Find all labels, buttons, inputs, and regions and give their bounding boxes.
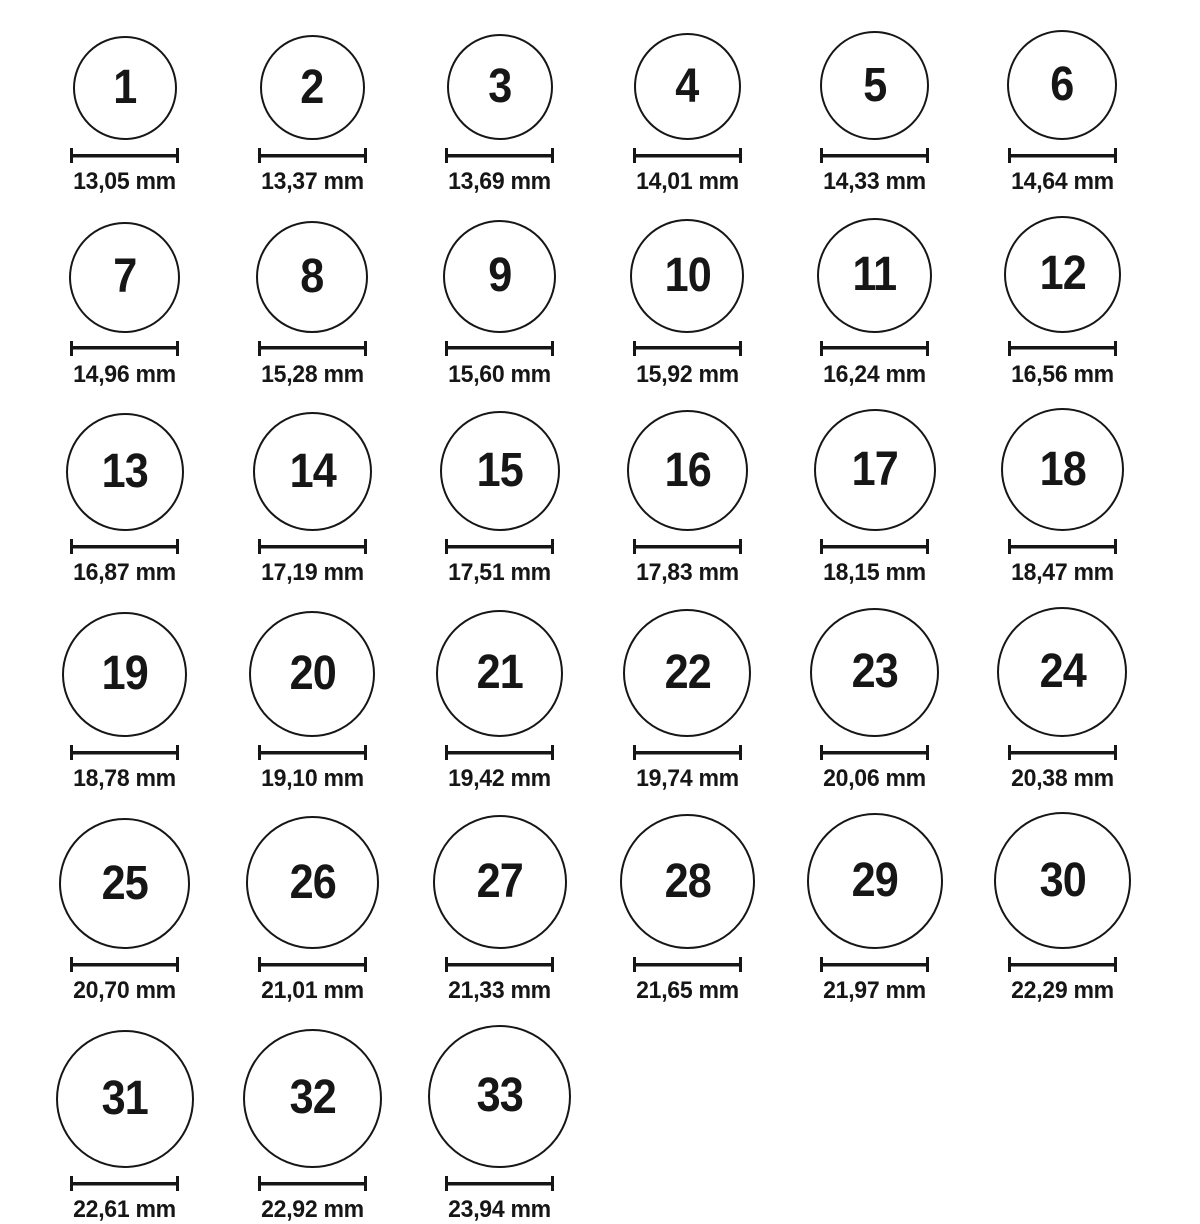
diameter-label: 18,78 mm — [73, 764, 177, 792]
ring-size-cell — [969, 216, 1157, 389]
diameter-measure-line — [70, 957, 179, 972]
diameter-measure-line — [70, 539, 179, 554]
ring-size-cell — [781, 31, 969, 196]
ring-size-number: 28 — [664, 854, 711, 908]
diameter-measure-line — [633, 341, 742, 356]
diameter-measure-line — [1008, 539, 1117, 554]
ring-size-circle — [260, 35, 365, 140]
ring-size-number: 29 — [851, 854, 898, 908]
diameter-label: 21,97 mm — [823, 977, 927, 1005]
diameter-label: 14,33 mm — [823, 168, 927, 195]
ring-size-cell — [406, 220, 594, 389]
diameter-label: 15,92 mm — [635, 360, 739, 388]
diameter-measure-line — [1008, 957, 1117, 972]
ring-size-number: 20 — [289, 646, 336, 700]
diameter-measure-line — [445, 148, 554, 163]
ring-size-circle — [256, 221, 368, 333]
ring-size-cell — [219, 611, 407, 793]
diameter-measure-line — [445, 539, 554, 554]
ring-size-number: 18 — [1039, 442, 1086, 496]
ring-size-circle — [620, 814, 755, 949]
ring-size-number: 13 — [101, 445, 148, 499]
diameter-label: 22,29 mm — [1010, 977, 1114, 1005]
diameter-label: 14,96 mm — [73, 360, 177, 388]
diameter-measure-line — [820, 148, 929, 163]
ring-size-number: 21 — [476, 646, 523, 700]
diameter-label: 23,94 mm — [448, 1195, 552, 1223]
diameter-measure-line — [820, 539, 929, 554]
diameter-label: 17,19 mm — [260, 559, 364, 587]
diameter-measure-line — [633, 957, 742, 972]
ring-size-number: 3 — [488, 60, 512, 113]
ring-size-circle — [997, 607, 1127, 737]
ring-size-cell — [406, 610, 594, 793]
diameter-measure-line — [70, 341, 179, 356]
ring-size-circle — [1004, 216, 1121, 333]
ring-size-circle — [243, 1029, 382, 1168]
ring-size-circle — [634, 33, 741, 140]
diameter-measure-line — [1008, 745, 1117, 760]
ring-size-cell — [219, 1029, 407, 1224]
ring-size-number: 1 — [113, 61, 137, 114]
ring-size-cell — [31, 222, 219, 389]
ring-size-number: 30 — [1039, 853, 1086, 907]
ring-size-cell — [31, 36, 219, 196]
diameter-measure-line — [633, 148, 742, 163]
ring-size-number: 14 — [289, 444, 336, 498]
ring-size-number: 32 — [289, 1071, 336, 1125]
ring-row — [31, 812, 1169, 1005]
ring-row — [31, 30, 1169, 196]
diameter-measure-line — [445, 957, 554, 972]
ring-size-number: 4 — [675, 59, 699, 113]
ring-size-circle — [807, 813, 943, 949]
diameter-label: 16,24 mm — [823, 360, 927, 388]
ring-size-number: 11 — [852, 248, 897, 302]
ring-row — [31, 607, 1169, 793]
ring-size-circle — [443, 220, 556, 333]
ring-size-circle — [246, 816, 379, 949]
diameter-measure-line — [258, 1176, 367, 1191]
ring-size-number: 17 — [851, 443, 898, 497]
ring-size-number: 25 — [101, 856, 148, 910]
ring-size-circle — [249, 611, 375, 737]
diameter-measure-line — [820, 957, 929, 972]
diameter-measure-line — [258, 957, 367, 972]
ring-size-number: 22 — [664, 645, 711, 699]
ring-size-cell — [594, 33, 782, 196]
ring-size-circle — [69, 222, 180, 333]
ring-size-circle — [820, 31, 929, 140]
diameter-label: 14,01 mm — [635, 168, 739, 195]
ring-size-circle — [56, 1030, 194, 1168]
ring-size-circle — [73, 36, 177, 140]
ring-size-circle — [440, 411, 560, 531]
ring-size-cell — [969, 30, 1157, 196]
ring-size-circle — [627, 410, 748, 531]
ring-size-circle — [810, 608, 939, 737]
ring-size-cell — [219, 35, 407, 196]
ring-row — [31, 408, 1169, 587]
diameter-measure-line — [1008, 148, 1117, 163]
ring-size-number: 10 — [664, 248, 711, 302]
ring-size-cell — [781, 608, 969, 793]
ring-size-number: 12 — [1039, 247, 1086, 301]
diameter-measure-line — [258, 745, 367, 760]
ring-size-circle — [62, 612, 187, 737]
ring-size-cell — [781, 218, 969, 389]
diameter-measure-line — [258, 341, 367, 356]
ring-size-cell — [31, 413, 219, 587]
ring-row — [31, 1025, 1169, 1224]
ring-size-circle — [1001, 408, 1124, 531]
diameter-label: 15,60 mm — [448, 360, 552, 388]
ring-size-circle — [66, 413, 184, 531]
diameter-measure-line — [445, 341, 554, 356]
ring-size-number: 2 — [300, 60, 324, 114]
ring-size-number: 8 — [300, 249, 324, 303]
ring-size-cell — [969, 408, 1157, 587]
ring-size-number: 7 — [113, 250, 137, 304]
ring-size-cell — [594, 609, 782, 793]
diameter-label: 19,74 mm — [635, 764, 739, 792]
ring-size-circle — [59, 818, 190, 949]
ring-size-circle — [447, 34, 553, 140]
ring-size-circle — [1007, 30, 1117, 140]
diameter-label: 18,47 mm — [1010, 559, 1114, 587]
ring-size-cell — [406, 34, 594, 196]
diameter-measure-line — [445, 1176, 554, 1191]
diameter-measure-line — [633, 539, 742, 554]
diameter-measure-line — [70, 745, 179, 760]
ring-size-circle — [623, 609, 751, 737]
ring-size-number: 16 — [664, 443, 711, 497]
diameter-label: 13,37 mm — [260, 168, 364, 195]
ring-size-circle — [817, 218, 932, 333]
ring-size-cell — [594, 814, 782, 1005]
ring-size-number: 27 — [476, 855, 523, 909]
diameter-label: 21,01 mm — [260, 977, 364, 1005]
ring-size-number: 19 — [101, 647, 148, 701]
diameter-measure-line — [633, 745, 742, 760]
diameter-label: 21,65 mm — [635, 977, 739, 1005]
ring-size-cell — [406, 411, 594, 587]
diameter-label: 15,28 mm — [260, 360, 364, 388]
ring-size-circle — [253, 412, 372, 531]
ring-size-cell — [406, 815, 594, 1005]
diameter-label: 22,61 mm — [73, 1195, 177, 1223]
ring-size-number: 31 — [101, 1071, 148, 1125]
diameter-label: 14,64 mm — [1010, 168, 1114, 195]
ring-size-cell — [219, 412, 407, 587]
diameter-measure-line — [820, 745, 929, 760]
diameter-label: 20,70 mm — [73, 977, 177, 1005]
diameter-label: 13,69 mm — [448, 168, 552, 195]
ring-size-number: 9 — [488, 249, 512, 303]
ring-size-circle — [436, 610, 563, 737]
diameter-label: 16,87 mm — [73, 559, 177, 587]
diameter-measure-line — [258, 539, 367, 554]
ring-size-cell — [219, 816, 407, 1005]
ring-size-number: 5 — [863, 58, 887, 112]
ring-size-number: 26 — [289, 855, 336, 909]
ring-size-cell — [594, 219, 782, 389]
diameter-label: 17,83 mm — [635, 559, 739, 587]
ring-size-number: 15 — [476, 444, 523, 498]
diameter-measure-line — [258, 148, 367, 163]
diameter-measure-line — [70, 148, 179, 163]
ring-size-cell — [31, 818, 219, 1005]
ring-size-number: 23 — [851, 645, 898, 699]
diameter-label: 16,56 mm — [1010, 360, 1114, 388]
ring-size-cell — [31, 612, 219, 793]
diameter-measure-line — [1008, 341, 1117, 356]
ring-size-cell — [781, 813, 969, 1005]
diameter-label: 20,06 mm — [823, 764, 927, 792]
diameter-measure-line — [820, 341, 929, 356]
diameter-label: 19,10 mm — [260, 764, 364, 792]
ring-size-cell — [31, 1030, 219, 1224]
diameter-measure-line — [445, 745, 554, 760]
ring-size-circle — [994, 812, 1131, 949]
ring-size-cell — [594, 410, 782, 587]
ring-size-cell — [969, 607, 1157, 793]
ring-row — [31, 216, 1169, 389]
ring-size-number: 33 — [476, 1069, 523, 1123]
diameter-label: 21,33 mm — [448, 977, 552, 1005]
diameter-label: 19,42 mm — [448, 764, 552, 792]
ring-size-number: 24 — [1039, 644, 1086, 698]
diameter-measure-line — [70, 1176, 179, 1191]
diameter-label: 13,05 mm — [73, 168, 177, 195]
ring-size-cell — [406, 1025, 594, 1224]
diameter-label: 20,38 mm — [1010, 764, 1114, 792]
ring-size-circle — [433, 815, 567, 949]
ring-size-cell — [219, 221, 407, 389]
diameter-label: 17,51 mm — [448, 559, 552, 587]
ring-size-circle — [814, 409, 936, 531]
ring-size-circle — [630, 219, 744, 333]
ring-size-circle — [428, 1025, 571, 1168]
ring-size-cell — [781, 409, 969, 587]
ring-size-cell — [969, 812, 1157, 1005]
ring-size-number: 6 — [1050, 58, 1074, 111]
diameter-label: 18,15 mm — [823, 559, 927, 587]
diameter-label: 22,92 mm — [260, 1195, 364, 1223]
